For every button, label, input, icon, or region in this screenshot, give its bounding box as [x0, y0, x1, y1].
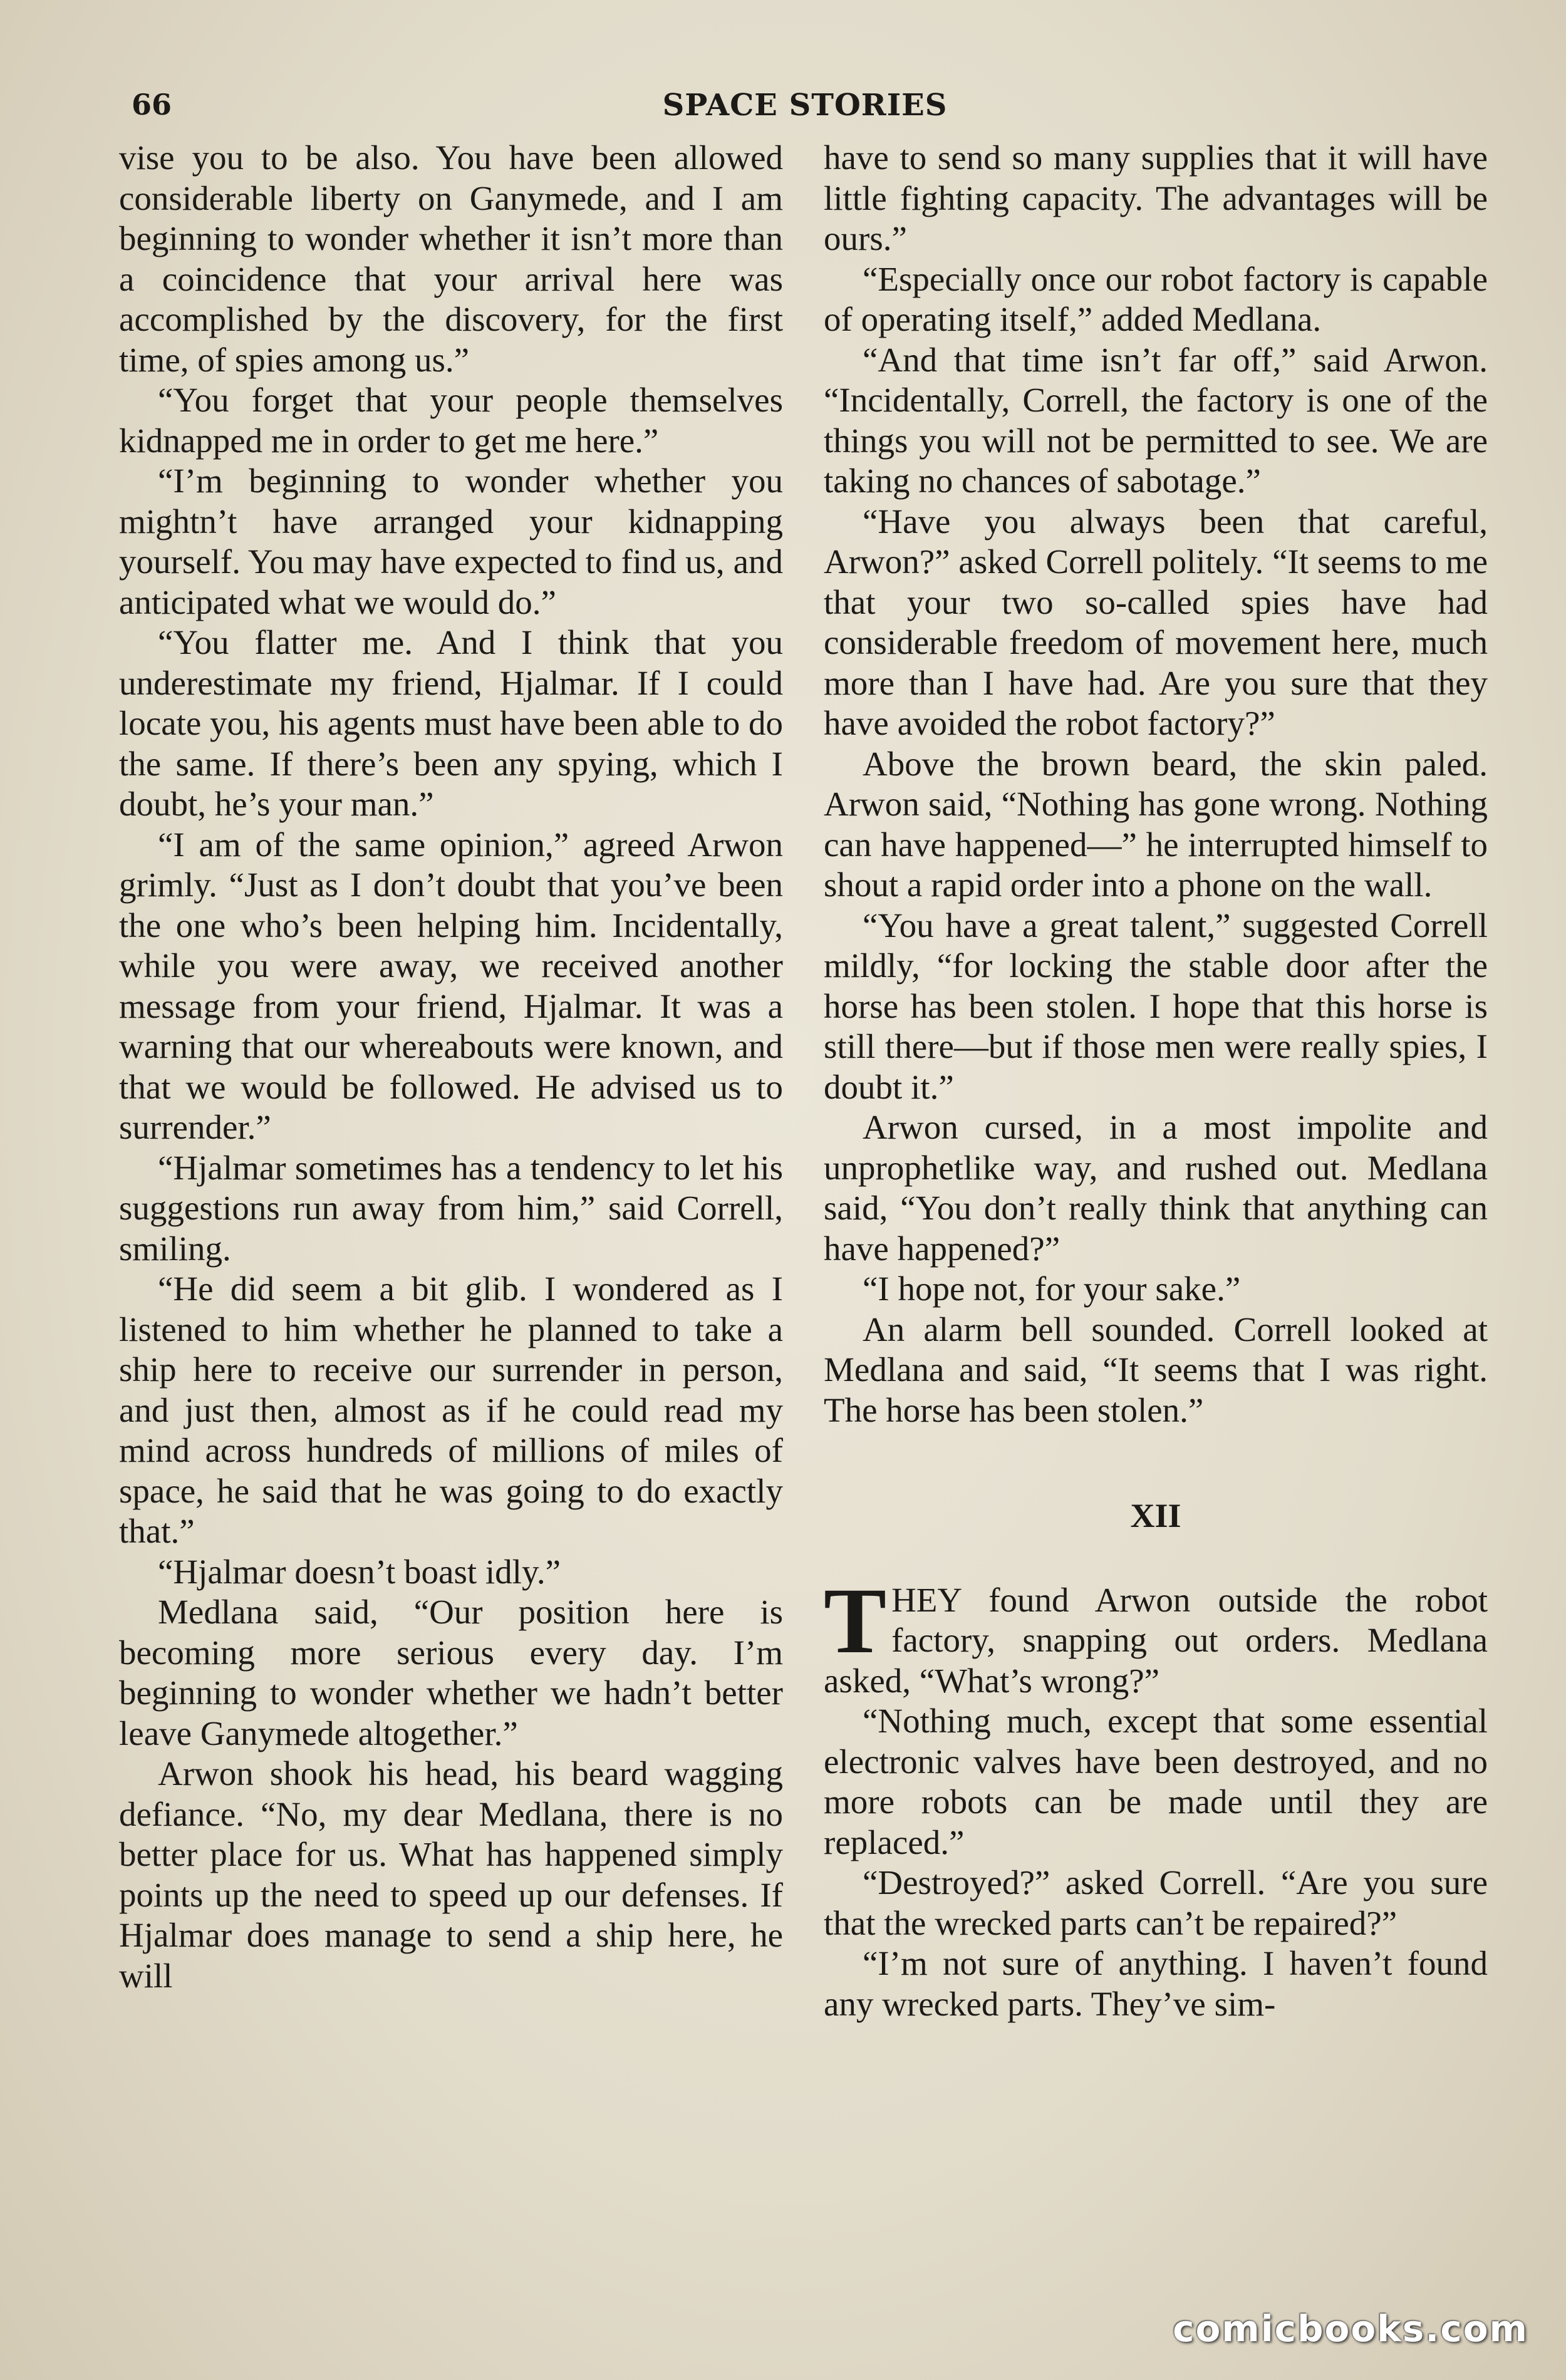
- paragraph: “I am of the same opinion,” agreed Arwon grimly. “Just as I don’t doubt that you’ve been the one who’s been helping him. Incidentally, while you were away, we received another message from your friend, Hjalmar. It was a warning that our whereabouts were known, and that we would be followed. He advised us to surrender.”: [119, 825, 783, 1146]
- left-column: [119, 138, 783, 1996]
- running-title: SPACE STORIES: [662, 88, 948, 123]
- page-header: [132, 88, 1478, 138]
- paragraph: vise you to be also. You have been allowed considerable liberty on Ganymede, and I am beginning to wonder whether it isn’t more than a coincidence that your arrival here was accomplished by the discovery, for the first time, of spies among us.”: [119, 138, 783, 379]
- site-watermark: comicbooks.com: [1173, 2307, 1528, 2350]
- chapter-opening-paragraph: [824, 1568, 1488, 1702]
- paragraph: Arwon cursed, in a most impolite and unprophetlike way, and rushed out. Medlana said, “You don’t really think that anything can have happened?”: [824, 1108, 1488, 1268]
- page-number: 66: [132, 88, 172, 122]
- drop-cap: T: [824, 1568, 887, 1673]
- paragraph: “I’m not sure of anything. I haven’t found any wrecked parts. They’ve sim-: [824, 1944, 1488, 2023]
- paragraph: “Hjalmar sometimes has a tendency to let his suggestions run away from him,” said Correll, smiling.: [119, 1148, 783, 1268]
- paragraph: Medlana said, “Our position here is becoming more serious every day. I’m beginning to wonder whether we hadn’t better leave Ganymede altogether.”: [119, 1593, 783, 1752]
- paragraph: “I hope not, for your sake.”: [863, 1270, 1241, 1308]
- paragraph: have to send so many supplies that it will have little fighting capacity. The advantages will be ours.”: [824, 138, 1488, 257]
- paragraph: “He did seem a bit glib. I wondered as I listened to him whether he planned to take a ship here to receive our surrender in person, and just then, almost as if he could read my mind across hundreds of millions of miles of space, he said that he was going to do exactly that.”: [119, 1270, 783, 1550]
- paragraph: “Hjalmar doesn’t boast idly.”: [158, 1552, 561, 1591]
- paragraph: An alarm bell sounded. Correll looked at Medlana and said, “It seems that I was right. The horse has been stolen.”: [824, 1310, 1488, 1429]
- paragraph: “I’m beginning to wonder whether you mightn’t have arranged your kidnapping yourself. You may have expected to find us, and anticipated what we would do.”: [119, 462, 783, 621]
- paragraph: “Especially once our robot factory is capable of operating itself,” added Medlana.: [824, 259, 1488, 338]
- right-column: [824, 138, 1488, 2024]
- paragraph: “You have a great talent,” suggested Correll mildly, “for locking the stable door after the horse has been stolen. I hope that this horse is still there—but if those men were really spies, I doubt it.”: [824, 906, 1488, 1106]
- chapter-opening-text: HEY found Arwon outside the robot factory, snapping out orders. Medlana asked, “What’s wrong?”: [824, 1580, 1488, 1700]
- chapter-heading: XII: [1130, 1497, 1181, 1534]
- paragraph: “Destroyed?” asked Correll. “Are you sure that the wrecked parts can’t be repaired?”: [824, 1863, 1488, 1942]
- paragraph: “Nothing much, except that some essential electronic valves have been destroyed, and no more robots can be made until they are replaced.”: [824, 1702, 1488, 1861]
- paragraph: Arwon shook his head, his beard wagging defiance. “No, my dear Medlana, there is no better place for us. What has happened simply points up the need to speed up our defenses. If Hjalmar does manage to send a ship here, he will: [119, 1754, 783, 1995]
- paragraph: “And that time isn’t far off,” said Arwon. “Incidentally, Correll, the factory is one of the things you will not be permitted to see. We are taking no chances of sabotage.”: [824, 340, 1488, 500]
- paragraph: “You forget that your people themselves kidnapped me in order to get me here.”: [119, 381, 783, 460]
- paragraph: “Have you always been that careful, Arwon?” asked Correll politely. “It seems to me that your two so-called spies have had considerable freedom of movement here, much more than I have had. Are you sure that they have avoided the robot factory?”: [824, 502, 1488, 742]
- paragraph: “You flatter me. And I think that you underestimate my friend, Hjalmar. If I could locate you, his agents must have been able to do the same. If there’s been any spying, which I doubt, he’s your man.”: [119, 623, 783, 823]
- paragraph: Above the brown beard, the skin paled. Arwon said, “Nothing has gone wrong. Nothing can have happened—” he interrupted himself to shout a rapid order into a phone on the wall.: [824, 744, 1488, 904]
